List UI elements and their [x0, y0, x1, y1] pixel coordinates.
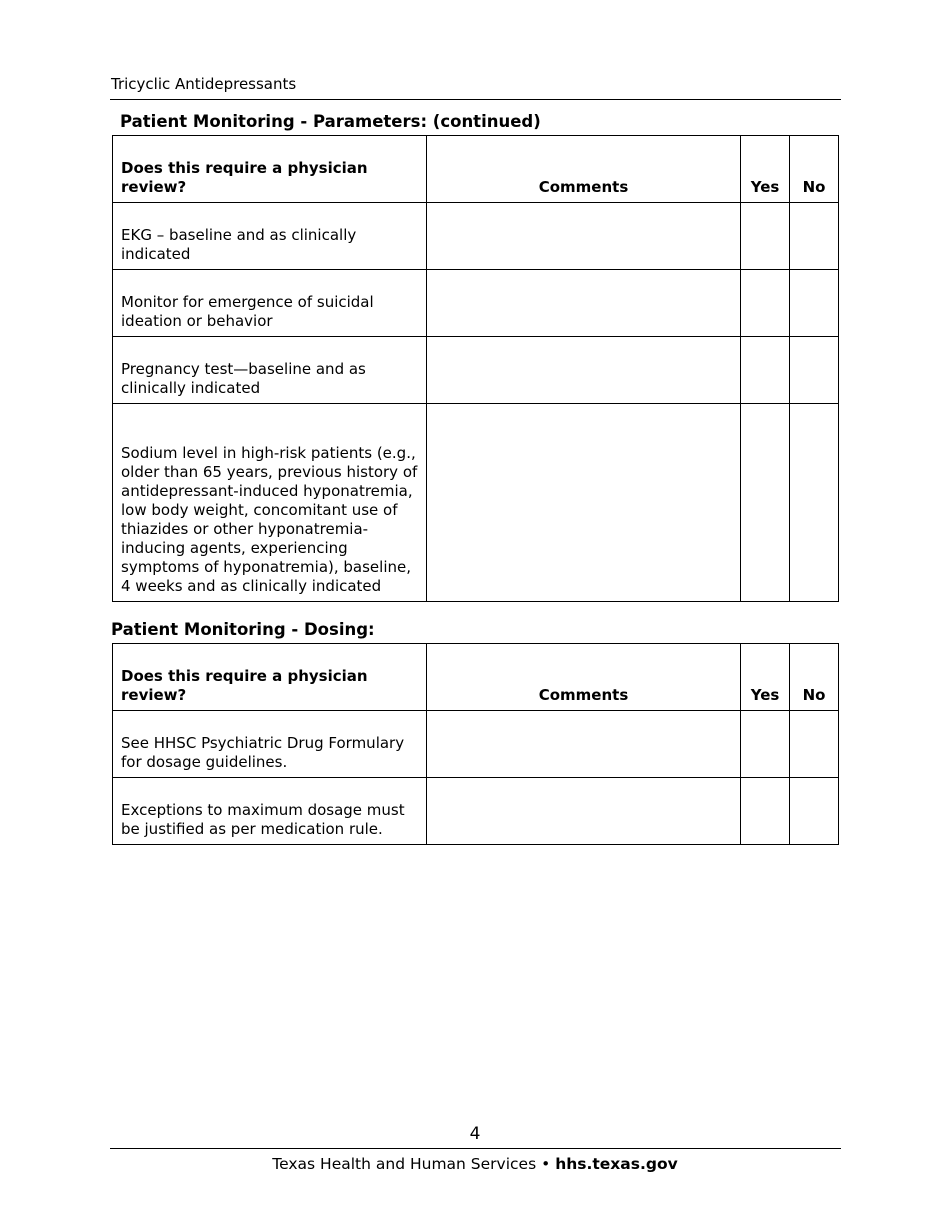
table-row: [113, 778, 839, 845]
row-item-sodium-level: Sodium level in high-risk patients (e.g., older than 65 years, previous history of antidepressant-induced hyponatremia, low body weight, concomitant use of thiazides or other hyponatremia-inducing agents, experiencing symptoms of hyponatremia), baseline, 4 weeks and as clinically indicated: [113, 404, 427, 602]
comments-cell[interactable]: [427, 337, 741, 404]
footer-site-link[interactable]: hhs.texas.gov: [555, 1155, 678, 1173]
table-row: [113, 270, 839, 337]
yes-cell[interactable]: [741, 203, 790, 270]
table-header-row: [113, 644, 839, 711]
section-title-dosing: Patient Monitoring - Dosing:: [111, 620, 375, 639]
section-title-parameters: Patient Monitoring - Parameters: (continued): [120, 112, 541, 131]
yes-cell[interactable]: [741, 711, 790, 778]
header-divider: [110, 99, 841, 100]
row-item-ekg: EKG – baseline and as clinically indicated: [113, 203, 427, 270]
no-cell[interactable]: [790, 404, 839, 602]
table-row: [113, 404, 839, 602]
header-no: No: [790, 644, 839, 711]
table-row: [113, 203, 839, 270]
footer-bullet: •: [541, 1155, 551, 1173]
running-header: Tricyclic Antidepressants: [111, 75, 297, 93]
header-comments: Comments: [427, 136, 741, 203]
header-no: No: [790, 136, 839, 203]
yes-cell[interactable]: [741, 404, 790, 602]
comments-cell[interactable]: [427, 778, 741, 845]
row-item-pregnancy-test: Pregnancy test—baseline and as clinically indicated: [113, 337, 427, 404]
no-cell[interactable]: [790, 203, 839, 270]
header-question: Does this require a physician review?: [113, 136, 427, 203]
table-row: [113, 337, 839, 404]
row-item-max-dosage: Exceptions to maximum dosage must be justified as per medication rule.: [113, 778, 427, 845]
no-cell[interactable]: [790, 711, 839, 778]
table-row: [113, 711, 839, 778]
footer-divider: [110, 1148, 841, 1149]
header-comments: Comments: [427, 644, 741, 711]
table-header-row: [113, 136, 839, 203]
page-number: 4: [469, 1124, 481, 1144]
yes-cell[interactable]: [741, 337, 790, 404]
row-item-suicidal-ideation: Monitor for emergence of suicidal ideation or behavior: [113, 270, 427, 337]
comments-cell[interactable]: [427, 711, 741, 778]
yes-cell[interactable]: [741, 270, 790, 337]
no-cell[interactable]: [790, 270, 839, 337]
row-item-formulary: See HHSC Psychiatric Drug Formulary for dosage guidelines.: [113, 711, 427, 778]
comments-cell[interactable]: [427, 270, 741, 337]
comments-cell[interactable]: [427, 203, 741, 270]
header-yes: Yes: [741, 644, 790, 711]
no-cell[interactable]: [790, 778, 839, 845]
dosing-table: [112, 643, 839, 845]
footer: [0, 1155, 950, 1173]
parameters-table: [112, 135, 839, 602]
no-cell[interactable]: [790, 337, 839, 404]
comments-cell[interactable]: [427, 404, 741, 602]
yes-cell[interactable]: [741, 778, 790, 845]
header-question: Does this require a physician review?: [113, 644, 427, 711]
header-yes: Yes: [741, 136, 790, 203]
footer-org: Texas Health and Human Services: [272, 1155, 537, 1173]
